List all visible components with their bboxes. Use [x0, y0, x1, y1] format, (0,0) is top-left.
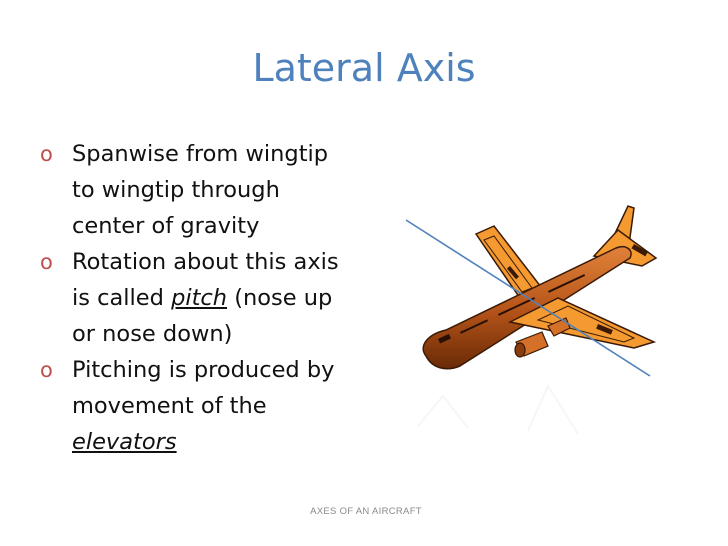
- bullet-1-line-2: to wingtip through: [72, 177, 280, 203]
- bullet-2-line-2-post: (nose up: [227, 285, 333, 311]
- bullet-1-line-1: Spanwise from wingtip: [72, 141, 329, 167]
- bullet-marker: o: [40, 142, 53, 166]
- bullet-1-line-3: center of gravity: [72, 213, 260, 239]
- bullet-3-line-2: movement of the: [72, 393, 267, 419]
- bullet-marker: o: [40, 250, 53, 274]
- bullet-item-1: [40, 136, 360, 244]
- airplane-icon: [398, 196, 668, 436]
- bullet-3-line-1: Pitching is produced by: [72, 357, 335, 383]
- elevators-term: elevators: [72, 429, 177, 455]
- pitch-term: pitch: [171, 285, 228, 311]
- bullet-list: [40, 136, 360, 460]
- bullet-marker: o: [40, 358, 53, 382]
- bullet-2-line-1: Rotation about this axis: [72, 249, 339, 275]
- bullet-item-3: [40, 352, 360, 460]
- footer: AXES OF AN AIRCRAFT: [310, 506, 422, 517]
- bullet-2-line-3: or nose down): [72, 321, 233, 347]
- bullet-item-2: [40, 244, 360, 352]
- bullet-2-line-2-pre: is called: [72, 285, 172, 311]
- reflection: [418, 386, 578, 434]
- slide-title: Lateral Axis: [252, 46, 476, 90]
